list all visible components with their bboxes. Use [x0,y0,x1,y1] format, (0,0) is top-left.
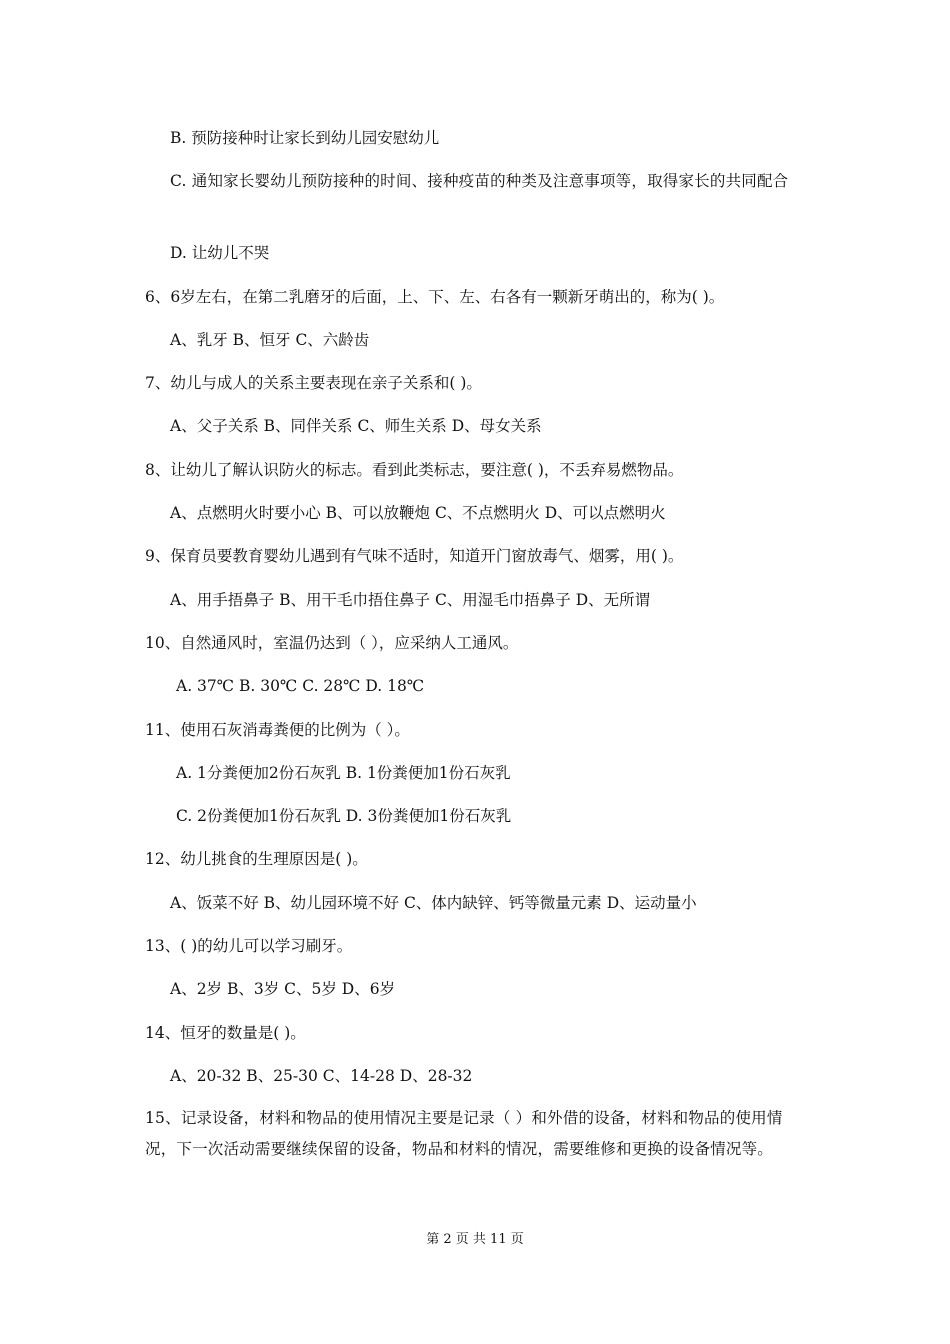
option-5c: C. 通知家长婴幼儿预防接种的时间、接种疫苗的种类及注意事项等，取得家长的共同配合 [170,172,789,190]
options-11-ab: A. 1分粪便加2份石灰乳 B. 1份粪便加1份石灰乳 [176,764,511,782]
question-8: 8、让幼儿了解认识防火的标志。看到此类标志，要注意( )，不丢弃易燃物品。 [145,461,684,479]
option-5d: D. 让幼儿不哭 [170,244,270,262]
options-14: A、20-32 B、25-30 C、14-28 D、28-32 [170,1067,473,1085]
question-11: 11、使用石灰消毒粪便的比例为（ ）。 [145,721,410,739]
question-9: 9、保育员要教育婴幼儿遇到有气味不适时，知道开门窗放毒气、烟雾，用( )。 [145,547,684,565]
options-9: A、用手捂鼻子 B、用干毛巾捂住鼻子 C、用湿毛巾捂鼻子 D、无所谓 [170,591,651,609]
page-footer: 第 2 页 共 11 页 [426,1232,524,1247]
options-12: A、饭菜不好 B、幼儿园环境不好 C、体内缺锌、钙等微量元素 D、运动量小 [170,894,697,912]
options-13: A、2岁 B、3岁 C、5岁 D、6岁 [170,980,396,998]
question-15: 15、记录设备，材料和物品的使用情况主要是记录（ ）和外借的设备，材料和物品的使用情况，下一次活动需要继续保留的设备，物品和材料的情况，需要维修和更换的设备情况等。 [145,1109,783,1158]
question-13: 13、( )的幼儿可以学习刷牙。 [145,937,353,955]
option-5b: B. 预防接种时让家长到幼儿园安慰幼儿 [170,129,440,147]
options-6: A、乳牙 B、恒牙 C、六龄齿 [170,331,370,349]
question-7: 7、幼儿与成人的关系主要表现在亲子关系和( )。 [145,374,482,392]
question-10: 10、自然通风时，室温仍达到（ ），应采纳人工通风。 [145,634,519,652]
options-7: A、父子关系 B、同伴关系 C、师生关系 D、母女关系 [170,417,542,435]
options-10: A. 37℃ B. 30℃ C. 28℃ D. 18℃ [176,677,425,695]
options-11-cd: C. 2份粪便加1份石灰乳 D. 3份粪便加1份石灰乳 [176,807,512,825]
question-14: 14、恒牙的数量是( )。 [145,1024,306,1042]
question-12: 12、幼儿挑食的生理原因是( )。 [145,850,368,868]
question-6: 6、6岁左右，在第二乳磨牙的后面，上、下、左、右各有一颗新牙萌出的，称为( )。 [145,288,725,306]
options-8: A、点燃明火时要小心 B、可以放鞭炮 C、不点燃明火 D、可以点燃明火 [170,504,666,522]
